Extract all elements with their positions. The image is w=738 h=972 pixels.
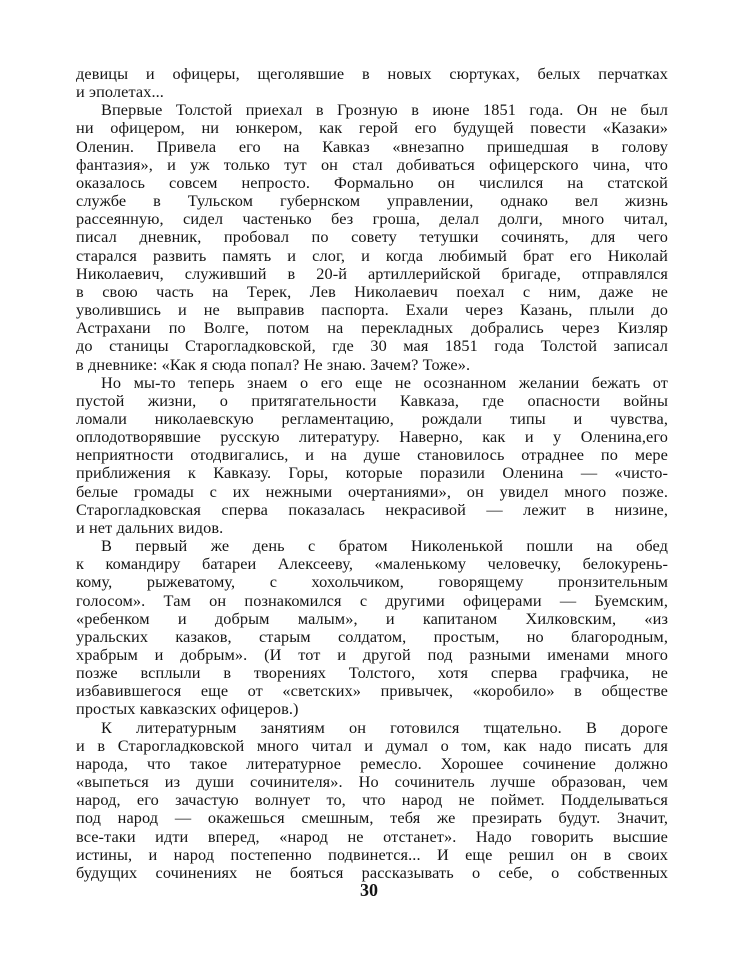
text-line: Николаевич, служивший в 20-й артиллерийской бригаде, отправлялся — [76, 263, 668, 283]
text-line: оказалось совсем непросто. Формально он числился на статской — [76, 172, 668, 192]
text-line: Астрахани по Волге, потом на перекладных добрались через Кизляр — [76, 318, 668, 338]
text-line: в дневнике: «Как я сюда попал? Не знаю. Зачем? Тоже». — [76, 354, 471, 374]
text-line: храбрым и добрым». (И тот и другой под разными именами много — [76, 645, 668, 664]
text-line: и в Старогладковской много читал и думал о том, как надо писать для — [76, 735, 668, 755]
text-line: рассеянную, сидел частенько без гроша, делал долги, много читал, — [76, 209, 668, 229]
text-line: и эполетах... — [76, 82, 164, 102]
text-line: народ, его зачастую волнует то, что народ не поймет. Подделываться — [76, 790, 668, 810]
text-line: К литературным занятиям он готовился тщательно. В дороге — [101, 717, 668, 737]
text-line: писал дневник, пробовал по совету тетушки сочинять, для чего — [76, 227, 668, 247]
text-line: фантазия», и уж только тут он стал добиваться офицерского чина, что — [76, 154, 668, 174]
text-line: службе в Тульском губернском управлении, однако вел жизнь — [76, 191, 668, 211]
text-line: голосом». Там он познакомился с другими офицерами — Буемским, — [76, 590, 668, 610]
text-line: и нет дальних видов. — [76, 517, 224, 537]
text-line: Но мы-то теперь знаем о его еще не осознанном желании бежать от — [101, 372, 668, 392]
text-line: Впервые Толстой приехал в Грозную в июне 1851 года. Он не был — [101, 100, 668, 120]
page-number: 30 — [360, 880, 378, 900]
text-line: В первый же день с братом Николенькой пошли на обед — [101, 536, 668, 556]
text-line: пустой жизни, о притягательности Кавказа, где опасности войны — [76, 390, 668, 410]
text-line: Оленин. Привела его на Кавказ «внезапно пришедшая в голову — [76, 136, 668, 156]
text-line: под народ — окажешься смешным, тебя же презирать будут. Значит, — [76, 808, 668, 828]
text-line: кому, рыжеватому, с хохольчиком, говорящему пронзительным — [76, 572, 668, 592]
text-line: ломали николаевскую регламентацию, рождали типы и чувства, — [76, 408, 668, 428]
text-line: истины, и народ постепенно подвинется... И еще решил он в своих — [76, 844, 668, 864]
text-line: старался развить память и слог, и когда любимый брат его Николай — [76, 245, 668, 265]
text-line: неприятности отодвигались, и на душе становилось отраднее по мере — [76, 445, 668, 465]
text-line: приближения к Кавказу. Горы, которые поразили Оленина — «чисто- — [76, 463, 668, 483]
text-line: уволившись и не выправив паспорта. Ехали через Казань, плыли до — [76, 300, 668, 320]
text-line: оплодотворявшие русскую литературу. Наверно, как и у Оленина,его — [76, 427, 668, 447]
text-line: к командиру батареи Алексееву, «маленькому человечку, белокурень- — [76, 554, 668, 574]
text-line: белые громады с их нежными очертаниями», он увидел много позже. — [76, 481, 668, 501]
text-line: «ребенком и добрым малым», и капитаном Хилковским, «из — [76, 608, 668, 628]
text-line: все-таки идти вперед, «народ не отстанет». Надо говорить высшие — [76, 826, 668, 846]
body-text — [76, 65, 668, 882]
text-line: простых кавказских офицеров.) — [76, 699, 299, 719]
text-line: будущих сочинениях не бояться рассказывать о себе, о собственных — [76, 862, 668, 882]
text-line: в свою часть на Терек, Лев Николаевич поехал с ним, даже не — [76, 281, 668, 301]
text-line: ни офицером, ни юнкером, как герой его будущей повести «Казаки» — [76, 118, 668, 138]
text-line: позже всплыли в творениях Толстого, хотя сперва графчика, не — [76, 663, 668, 683]
text-line: девицы и офицеры, щеголявшие в новых сюртуках, белых перчатках — [76, 64, 668, 83]
text-line: до станицы Старогладковской, где 30 мая 1851 года Толстой записал — [76, 336, 668, 356]
text-line: избавившегося еще от «светских» привычек, «коробило» в обществе — [76, 681, 668, 701]
text-line: народа, что такое литературное ремесло. Хорошее сочинение должно — [76, 753, 668, 773]
text-line: уральских казаков, старым солдатом, простым, но благородным, — [76, 626, 668, 646]
text-line: Старогладковская сперва показалась некрасивой — лежит в низине, — [76, 499, 668, 519]
text-line: «выпеться из души сочинителя». Но сочинитель лучше образован, чем — [76, 772, 668, 792]
